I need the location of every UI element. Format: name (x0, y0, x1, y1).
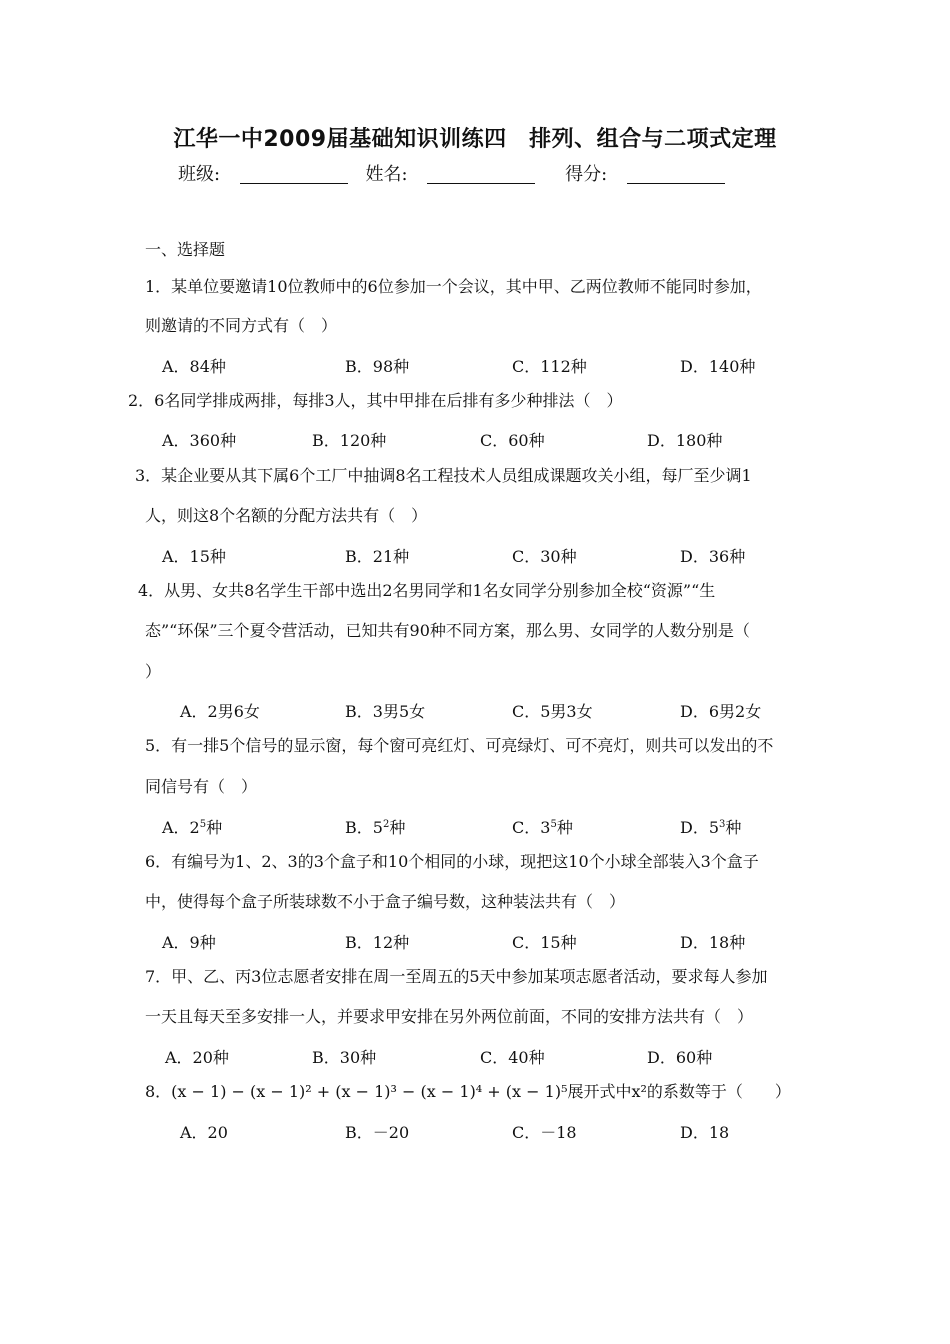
option-1-c: C．112种 (512, 357, 587, 376)
question-4-line-3: ） (145, 662, 162, 681)
question-7-line-1: 7．甲、乙、丙3位志愿者安排在周一至周五的5天中参加某项志愿者活动，要求每人参加 (145, 967, 768, 986)
question-4-line-2: 态”“环保”三个夏令营活动，已知共有90种不同方案，那么男、女同学的人数分别是（ (145, 621, 750, 640)
option-5-a-base: A．2 (162, 818, 200, 837)
option-5-a-unit: 种 (206, 818, 223, 837)
option-8-a: A．20 (180, 1123, 228, 1142)
question-5-line-1: 5．有一排5个信号的显示窗，每个窗可亮红灯、可亮绿灯、可不亮灯，则共可以发出的不 (145, 736, 774, 755)
option-5-a (162, 815, 222, 838)
option-8-c: C．－18 (512, 1123, 577, 1142)
option-3-a: A．15种 (162, 547, 226, 566)
option-7-b: B．30种 (312, 1048, 377, 1067)
class-label: 班级: (178, 164, 221, 185)
option-2-c: C．60种 (480, 431, 545, 450)
option-7-a: A．20种 (165, 1048, 229, 1067)
question-6-line-2: 中，使得每个盒子所装球数不小于盒子编号数，这种装法共有（ ） (145, 892, 626, 911)
option-6-c: C．15种 (512, 933, 577, 952)
option-4-d: D．6男2女 (680, 702, 762, 721)
option-8-b: B．－20 (345, 1123, 410, 1142)
question-1-line-2: 则邀请的不同方式有（ ） (145, 316, 338, 335)
option-5-b-base: B．5 (345, 818, 383, 837)
option-6-d: D．18种 (680, 933, 746, 952)
option-1-d: D．140种 (680, 357, 756, 376)
option-5-c-unit: 种 (556, 818, 573, 837)
class-blank[interactable] (240, 165, 348, 184)
option-5-d-exponent: 3 (719, 819, 726, 830)
option-2-a: A．360种 (162, 431, 237, 450)
option-5-b-unit: 种 (389, 818, 406, 837)
question-6-line-1: 6．有编号为1、2、3的3个盒子和10个相同的小球，现把这10个小球全部装入3个盒子 (145, 852, 759, 871)
option-5-b (345, 815, 405, 838)
question-7-line-2: 一天且每天至多安排一人，并要求甲安排在另外两位前面，不同的安排方法共有（ ） (145, 1007, 754, 1026)
option-4-c: C．5男3女 (512, 702, 593, 721)
student-info-row (178, 160, 725, 186)
section-heading: 一、选择题 (145, 240, 226, 259)
page-title: 江华一中2009届基础知识训练四 排列、组合与二项式定理 (173, 127, 777, 152)
option-6-b: B．12种 (345, 933, 410, 952)
option-6-a: A．9种 (162, 933, 216, 952)
option-3-d: D．36种 (680, 547, 746, 566)
option-5-a-exponent: 5 (199, 819, 207, 830)
option-5-d-unit: 种 (725, 818, 742, 837)
question-3-line-1: 3．某企业要从其下属6个工厂中抽调8名工程技术人员组成课题攻关小组，每厂至少调1 (135, 466, 752, 485)
name-blank[interactable] (427, 165, 535, 184)
score-blank[interactable] (627, 165, 725, 184)
option-3-c: C．30种 (512, 547, 577, 566)
option-4-b: B．3男5女 (345, 702, 426, 721)
option-5-c (512, 815, 573, 838)
option-5-d (680, 815, 741, 838)
option-2-d: D．180种 (647, 431, 723, 450)
question-8-line-1: 8．(x − 1) − (x − 1)² + (x − 1)³ − (x − 1)⁴ + (x − 1)⁵展开式中x²的系数等于（ ） (145, 1082, 791, 1101)
option-7-d: D．60种 (647, 1048, 713, 1067)
option-7-c: C．40种 (480, 1048, 545, 1067)
name-label: 姓名: (365, 164, 408, 185)
question-5-line-2: 同信号有（ ） (145, 777, 258, 796)
option-8-d: D．18 (680, 1123, 730, 1142)
option-1-b: B．98种 (345, 357, 410, 376)
question-2-line-1: 2．6名同学排成两排，每排3人，其中甲排在后排有多少种排法（ ） (128, 391, 623, 410)
option-5-d-base: D．5 (680, 818, 720, 837)
option-5-b-exponent: 2 (382, 819, 390, 830)
option-5-c-base: C．3 (512, 818, 551, 837)
question-3-line-2: 人，则这8个名额的分配方法共有（ ） (145, 506, 428, 525)
question-4-line-1: 4．从男、女共8名学生干部中选出2名男同学和1名女同学分别参加全校“资源”“生 (138, 581, 716, 600)
option-3-b: B．21种 (345, 547, 410, 566)
option-2-b: B．120种 (312, 431, 387, 450)
score-label: 得分: (565, 164, 608, 185)
question-1-line-1: 1．某单位要邀请10位教师中的6位参加一个会议，其中甲、乙两位教师不能同时参加， (145, 277, 762, 296)
option-4-a: A．2男6女 (180, 702, 260, 721)
option-5-c-exponent: 5 (550, 819, 557, 830)
option-1-a: A．84种 (162, 357, 226, 376)
